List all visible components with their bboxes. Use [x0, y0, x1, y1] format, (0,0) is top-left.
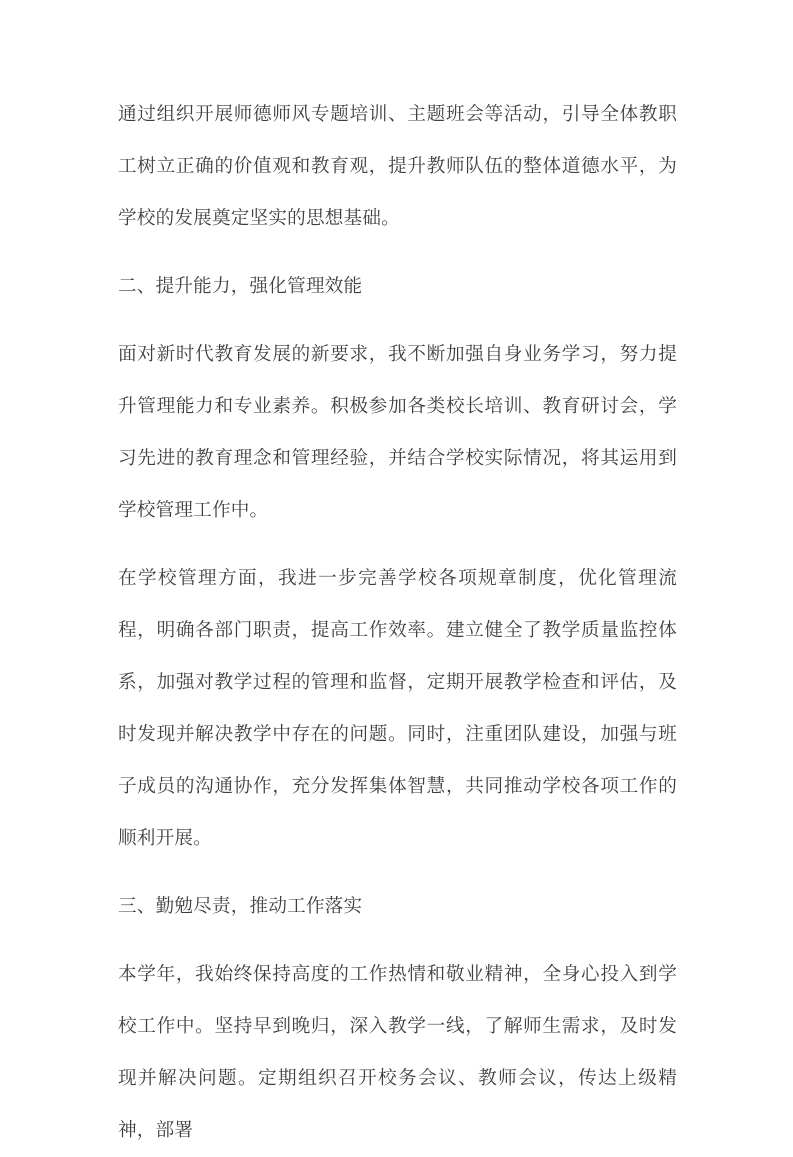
paragraph: 本学年，我始终保持高度的工作热情和敬业精神，全身心投入到学校工作中。坚持早到晚归，深入教学一线，了解师生需求，及时发现并解决问题。定期组织召开校务会议、教师会议，传达上级精神，部署: [118, 964, 677, 1141]
paragraph: 在学校管理方面，我进一步完善学校各项规章制度，优化管理流程，明确各部门职责，提高工作效率。建立健全了教学质量监控体系，加强对教学过程的管理和监督，定期开展教学检查和评估，及时发现并解决教学中存在的问题。同时，注重团队建设，加强与班子成员的沟通协作，充分发挥集体智慧，共同推动学校各项工作的顺利开展。: [118, 568, 677, 849]
paragraph: 面对新时代教育发展的新要求，我不断加强自身业务学习，努力提升管理能力和专业素养。积极参加各类校长培训、教育研讨会，学习先进的教育理念和管理经验，并结合学校实际情况，将其运用到学校管理工作中。: [118, 344, 677, 521]
paragraph: 通过组织开展师德师风专题培训、主题班会等活动，引导全体教职工树立正确的价值观和教育观，提升教师队伍的整体道德水平，为学校的发展奠定坚实的思想基础。: [118, 104, 677, 229]
section-heading: 三、勤勉尽责，推动工作落实: [118, 896, 363, 917]
section-heading: 二、提升能力，强化管理效能: [118, 276, 363, 297]
